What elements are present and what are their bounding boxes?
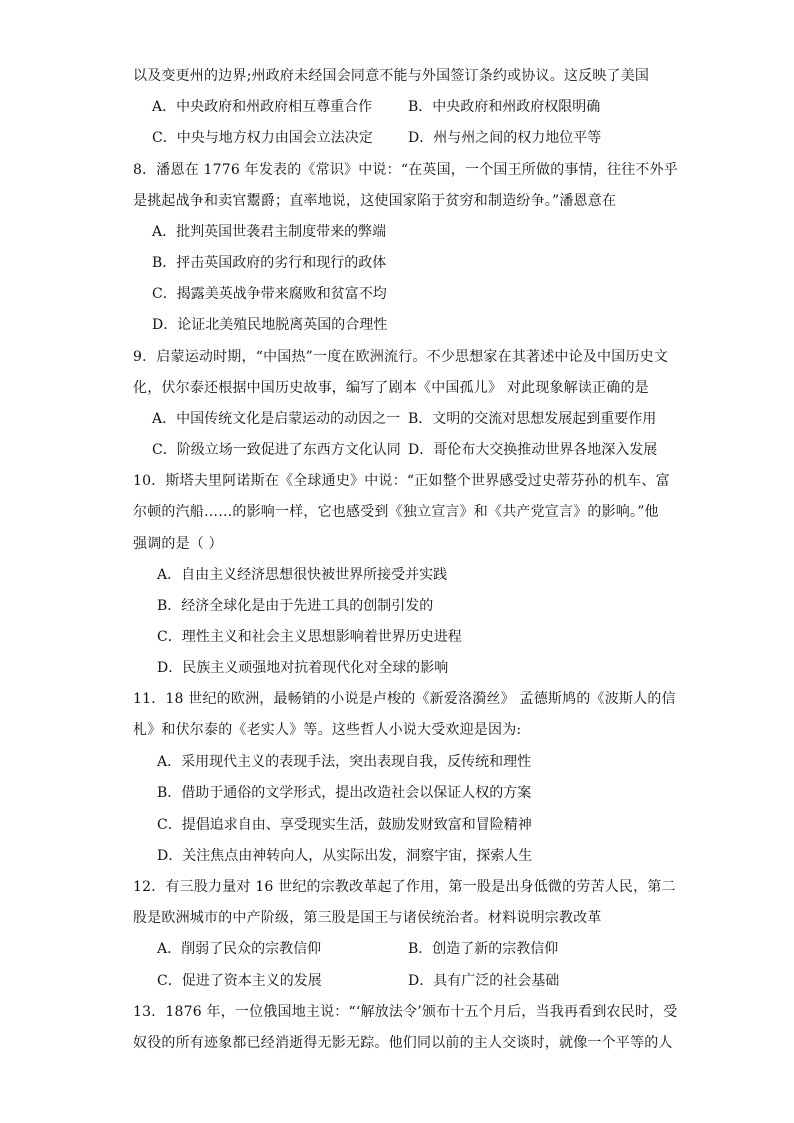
q9-stem-line-2: 化，伏尔泰还根据中国历史故事，编写了剧本《中国孤儿》 对此现象解读正确的是	[133, 380, 649, 396]
q11-stem-line-2: 札》和伏尔泰的《老实人》等。这些哲人小说大受欢迎是因为:	[133, 722, 522, 738]
q11-option-a[interactable]: A．采用现代主义的表现手法，突出表现自我，反传统和理性	[157, 754, 532, 770]
q10-option-d[interactable]: D．民族主义顽强地对抗着现代化对全球的影响	[157, 660, 449, 676]
q8-option-a[interactable]: A．批判英国世袭君主制度带来的弊端	[152, 224, 387, 240]
q8-option-b[interactable]: B．抨击英国政府的劣行和现行的政体	[152, 255, 387, 271]
q12-option-a[interactable]: A．削弱了民众的宗教信仰	[157, 941, 322, 957]
q7-option-d[interactable]: D．州与州之间的权力地位平等	[408, 130, 602, 146]
q8-option-c[interactable]: C．揭露美英战争带来腐败和贫富不均	[152, 286, 387, 302]
q7-option-a[interactable]: A．中央政府和州政府相互尊重合作	[152, 99, 373, 115]
q7-option-b[interactable]: B．中央政府和州政府权限明确	[408, 99, 601, 115]
q12-stem-line-1: 12．有三股力量对 16 世纪的宗教改革起了作用，第一股是出身低微的劳苦人民，第二	[133, 879, 676, 895]
q9-option-a[interactable]: A．中国传统文化是启蒙运动的动因之一	[152, 411, 401, 427]
q9-option-c[interactable]: C．阶级立场一致促进了东西方文化认同	[152, 442, 401, 458]
q8-stem-line-2: 是挑起战争和卖官鬻爵；直率地说，这使国家陷于贫穷和制造纷争。”潘恩意在	[133, 193, 617, 209]
q10-option-c[interactable]: C．理性主义和社会主义思想影响着世界历史进程	[157, 629, 462, 645]
q10-option-a[interactable]: A．自由主义经济思想很快被世界所接受并实践	[157, 567, 448, 583]
q11-option-c[interactable]: C．提倡追求自由、享受现实生活，鼓励发财致富和冒险精神	[157, 817, 532, 833]
q12-option-b[interactable]: B．创造了新的宗教信仰	[408, 941, 559, 957]
q13-stem-line-1: 13．1876 年，一位俄国地主说：“‘解放法令’颁布十五个月后，当我再看到农民时，受	[133, 1004, 678, 1020]
q10-stem-line-1: 10．斯塔夫里阿诺斯在《全球通史》中说：“正如整个世界感受过史蒂芬孙的机车、富	[133, 473, 670, 489]
q8-option-d[interactable]: D．论证北美殖民地脱离英国的合理性	[152, 317, 388, 333]
q12-option-d[interactable]: D．具有广泛的社会基础	[408, 973, 560, 989]
q12-stem-line-2: 股是欧洲城市的中产阶级，第三股是国王与诸侯统治者。材料说明宗教改革	[133, 910, 602, 926]
q11-option-b[interactable]: B．借助于通俗的文学形式，提出改造社会以保证人权的方案	[157, 785, 532, 801]
q11-option-d[interactable]: D．关注焦点由神转向人，从实际出发，洞察宇宙，探索人生	[157, 848, 533, 864]
q10-option-b[interactable]: B．经济全球化是由于先进工具的创制引发的	[157, 598, 434, 614]
q9-option-d[interactable]: D．哥伦布大交换推动世界各地深入发展	[408, 442, 658, 458]
q9-option-b[interactable]: B．文明的交流对思想发展起到重要作用	[408, 411, 657, 427]
q7-option-c[interactable]: C．中央与地方权力由国会立法决定	[152, 130, 373, 146]
q13-stem-line-2: 奴役的所有迹象都已经消逝得无影无踪。他们同以前的主人交谈时，就像一个平等的人	[133, 1035, 673, 1051]
q9-stem-line-1: 9．启蒙运动时期，“中国热”一度在欧洲流行。不少思想家在其著述中论及中国历史文	[133, 349, 669, 365]
q11-stem-line-1: 11．18 世纪的欧洲，最畅销的小说是卢梭的《新爱洛漪丝》 孟德斯鸠的《波斯人的信	[133, 691, 676, 707]
q12-option-c[interactable]: C．促进了资本主义的发展	[157, 973, 322, 989]
q8-stem-line-1: 8．潘恩在 1776 年发表的《常识》中说：“在英国，一个国王所做的事情，往往不外乎	[133, 162, 678, 178]
q10-stem-line-2: 尔顿的汽船……的影响一样，它也感受到《独立宣言》和《共产党宣言》的影响。”他	[133, 504, 659, 520]
q10-stem-line-3: 强调的是（ ）	[133, 536, 223, 552]
q7-stem-line: 以及变更州的边界;州政府未经国会同意不能与外国签订条约或协议。这反映了美国	[133, 68, 650, 84]
